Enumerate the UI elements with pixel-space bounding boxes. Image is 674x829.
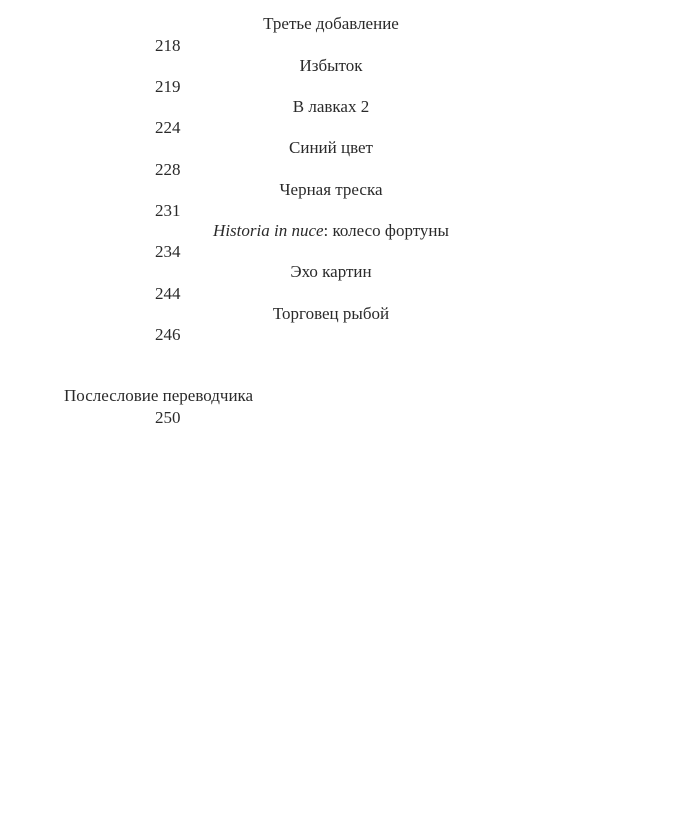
toc-entry-page-number: 231: [155, 201, 181, 220]
toc-entry-title: Третье добавление: [263, 14, 399, 33]
toc-afterword-title: Послесловие переводчика: [64, 386, 254, 405]
toc-entry-page-number: 219: [155, 77, 181, 96]
toc-entry-page-number: 234: [155, 242, 181, 261]
toc-afterword-page-number: 250: [155, 408, 181, 427]
toc-entry-title: Избыток: [299, 56, 363, 75]
toc-entry-title: [213, 221, 449, 241]
toc-entry-title: Эхо картин: [290, 262, 372, 281]
toc-entry-title: Черная треска: [279, 180, 383, 199]
toc-entry-title: Синий цвет: [289, 138, 373, 157]
toc-entry-page-number: 224: [155, 118, 181, 137]
toc-entry-title-rest: : колесо фортуны: [323, 221, 449, 240]
toc-entry-page-number: 228: [155, 160, 181, 179]
toc-entry-title: В лавках 2: [292, 97, 370, 116]
toc-entry-page-number: 246: [155, 325, 181, 344]
toc-entry-title-italic: Historia in nuce: [213, 221, 324, 240]
toc-entry-title: Торговец рыбой: [272, 304, 390, 323]
toc-entry-page-number: 244: [155, 284, 181, 303]
toc-entry-page-number: 218: [155, 36, 181, 55]
